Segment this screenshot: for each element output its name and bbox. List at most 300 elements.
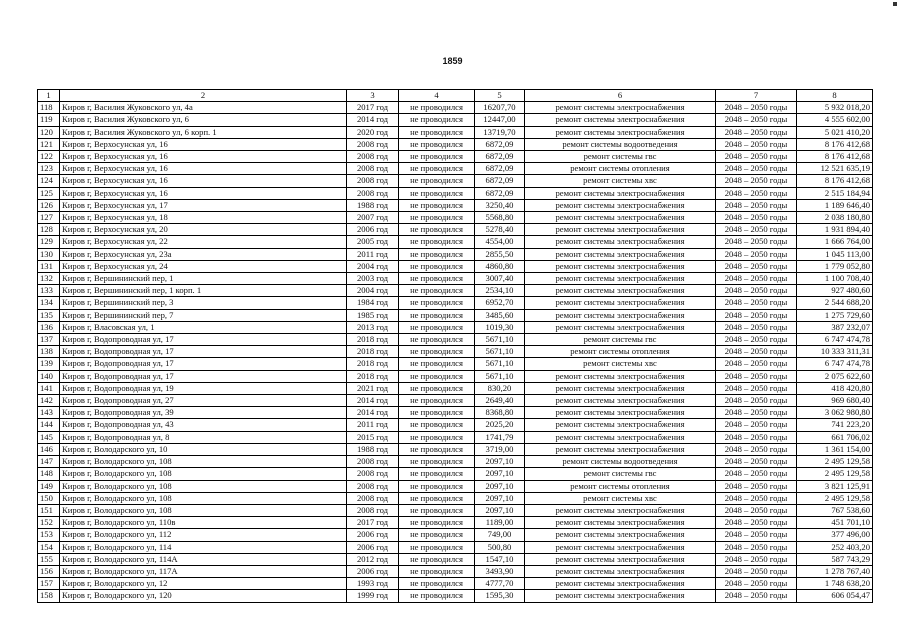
period-cell: 2048 – 2050 годы [716, 431, 797, 443]
area-cell: 2649,40 [475, 395, 525, 407]
address-cell: Киров г, Володарского ул, 114 [60, 541, 347, 553]
work-type-cell: ремонт системы электроснабжения [525, 382, 716, 394]
build-year-cell: 2012 год [347, 553, 399, 565]
cost-cell: 6 747 474,78 [797, 358, 873, 370]
cost-cell: 927 480,60 [797, 285, 873, 297]
row-number-cell: 142 [38, 395, 60, 407]
last-repair-cell: не проводился [399, 102, 475, 114]
build-year-cell: 2003 год [347, 273, 399, 285]
build-year-cell: 2007 год [347, 212, 399, 224]
period-cell: 2048 – 2050 годы [716, 199, 797, 211]
area-cell: 2097,10 [475, 468, 525, 480]
cost-cell: 8 176 412,68 [797, 175, 873, 187]
table-row [38, 419, 873, 431]
address-cell: Киров г, Верхосунская ул, 17 [60, 199, 347, 211]
area-cell: 13719,70 [475, 126, 525, 138]
work-type-cell: ремонт системы электроснабжения [525, 431, 716, 443]
cost-cell: 606 054,47 [797, 590, 873, 602]
cost-cell: 5 932 018,20 [797, 102, 873, 114]
row-number-cell: 129 [38, 236, 60, 248]
period-cell: 2048 – 2050 годы [716, 224, 797, 236]
build-year-cell: 2008 год [347, 468, 399, 480]
column-header: 4 [399, 90, 475, 102]
address-cell: Киров г, Верхосунская ул, 16 [60, 163, 347, 175]
last-repair-cell: не проводился [399, 504, 475, 516]
work-type-cell: ремонт системы гвс [525, 334, 716, 346]
period-cell: 2048 – 2050 годы [716, 456, 797, 468]
area-cell: 2025,20 [475, 419, 525, 431]
table-row [38, 456, 873, 468]
last-repair-cell: не проводился [399, 565, 475, 577]
build-year-cell: 2018 год [347, 358, 399, 370]
table-row [38, 504, 873, 516]
cost-cell: 1 931 894,40 [797, 224, 873, 236]
row-number-cell: 138 [38, 346, 60, 358]
cost-cell: 2 495 129,58 [797, 456, 873, 468]
build-year-cell: 1988 год [347, 199, 399, 211]
last-repair-cell: не проводился [399, 126, 475, 138]
table-row [38, 553, 873, 565]
row-number-cell: 148 [38, 468, 60, 480]
address-cell: Киров г, Верхосунская ул, 16 [60, 175, 347, 187]
area-cell: 3250,40 [475, 199, 525, 211]
address-cell: Киров г, Водопроводная ул, 39 [60, 407, 347, 419]
period-cell: 2048 – 2050 годы [716, 163, 797, 175]
row-number-cell: 125 [38, 187, 60, 199]
work-type-cell: ремонт системы электроснабжения [525, 285, 716, 297]
build-year-cell: 2004 год [347, 285, 399, 297]
period-cell: 2048 – 2050 годы [716, 590, 797, 602]
cost-cell: 252 403,20 [797, 541, 873, 553]
cost-cell: 2 495 129,58 [797, 468, 873, 480]
cost-cell: 2 515 184,94 [797, 187, 873, 199]
work-type-cell: ремонт системы электроснабжения [525, 395, 716, 407]
work-type-cell: ремонт системы электроснабжения [525, 187, 716, 199]
build-year-cell: 1993 год [347, 578, 399, 590]
table-row [38, 114, 873, 126]
area-cell: 1741,79 [475, 431, 525, 443]
work-type-cell: ремонт системы электроснабжения [525, 443, 716, 455]
table-row [38, 126, 873, 138]
table-row [38, 260, 873, 272]
row-number-cell: 132 [38, 273, 60, 285]
cost-cell: 12 521 635,19 [797, 163, 873, 175]
work-type-cell: ремонт системы электроснабжения [525, 224, 716, 236]
build-year-cell: 2005 год [347, 236, 399, 248]
build-year-cell: 2018 год [347, 370, 399, 382]
area-cell: 6872,09 [475, 138, 525, 150]
cost-cell: 1 189 646,40 [797, 199, 873, 211]
address-cell: Киров г, Володарского ул, 108 [60, 492, 347, 504]
work-type-cell: ремонт системы водоотведения [525, 138, 716, 150]
build-year-cell: 1984 год [347, 297, 399, 309]
cost-cell: 5 021 410,20 [797, 126, 873, 138]
build-year-cell: 2017 год [347, 102, 399, 114]
area-cell: 3719,00 [475, 443, 525, 455]
row-number-cell: 155 [38, 553, 60, 565]
cost-cell: 418 420,80 [797, 382, 873, 394]
cost-cell: 6 747 474,78 [797, 334, 873, 346]
period-cell: 2048 – 2050 годы [716, 395, 797, 407]
area-cell: 6872,09 [475, 175, 525, 187]
last-repair-cell: не проводился [399, 553, 475, 565]
row-number-cell: 140 [38, 370, 60, 382]
table-row [38, 175, 873, 187]
work-type-cell: ремонт системы отопления [525, 480, 716, 492]
row-number-cell: 119 [38, 114, 60, 126]
last-repair-cell: не проводился [399, 309, 475, 321]
area-cell: 5278,40 [475, 224, 525, 236]
cost-cell: 1 278 767,40 [797, 565, 873, 577]
period-cell: 2048 – 2050 годы [716, 480, 797, 492]
cost-cell: 387 232,07 [797, 321, 873, 333]
last-repair-cell: не проводился [399, 273, 475, 285]
period-cell: 2048 – 2050 годы [716, 309, 797, 321]
area-cell: 3493,90 [475, 565, 525, 577]
last-repair-cell: не проводился [399, 346, 475, 358]
table-row [38, 431, 873, 443]
last-repair-cell: не проводился [399, 212, 475, 224]
table-row [38, 443, 873, 455]
row-number-cell: 133 [38, 285, 60, 297]
build-year-cell: 2008 год [347, 504, 399, 516]
column-header: 3 [347, 90, 399, 102]
cost-cell: 2 495 129,58 [797, 492, 873, 504]
table-row [38, 248, 873, 260]
row-number-cell: 156 [38, 565, 60, 577]
period-cell: 2048 – 2050 годы [716, 321, 797, 333]
area-cell: 749,00 [475, 529, 525, 541]
build-year-cell: 2006 год [347, 565, 399, 577]
column-header: 1 [38, 90, 60, 102]
area-cell: 1189,00 [475, 517, 525, 529]
address-cell: Киров г, Вершининский пер, 1 [60, 273, 347, 285]
table-row [38, 541, 873, 553]
area-cell: 6872,09 [475, 187, 525, 199]
cost-cell: 2 075 622,60 [797, 370, 873, 382]
period-cell: 2048 – 2050 годы [716, 504, 797, 516]
address-cell: Киров г, Володарского ул, 114А [60, 553, 347, 565]
address-cell: Киров г, Верхосунская ул, 16 [60, 138, 347, 150]
row-number-cell: 120 [38, 126, 60, 138]
work-type-cell: ремонт системы электроснабжения [525, 102, 716, 114]
row-number-cell: 146 [38, 443, 60, 455]
period-cell: 2048 – 2050 годы [716, 297, 797, 309]
period-cell: 2048 – 2050 годы [716, 273, 797, 285]
cost-cell: 2 038 180,80 [797, 212, 873, 224]
work-type-cell: ремонт системы электроснабжения [525, 578, 716, 590]
build-year-cell: 2014 год [347, 407, 399, 419]
table-row [38, 297, 873, 309]
period-cell: 2048 – 2050 годы [716, 492, 797, 504]
work-type-cell: ремонт системы электроснабжения [525, 407, 716, 419]
period-cell: 2048 – 2050 годы [716, 541, 797, 553]
table-row [38, 187, 873, 199]
row-number-cell: 134 [38, 297, 60, 309]
work-type-cell: ремонт системы электроснабжения [525, 260, 716, 272]
work-type-cell: ремонт системы электроснабжения [525, 565, 716, 577]
column-header: 6 [525, 90, 716, 102]
last-repair-cell: не проводился [399, 224, 475, 236]
work-type-cell: ремонт системы хвс [525, 492, 716, 504]
build-year-cell: 2018 год [347, 346, 399, 358]
build-year-cell: 2020 год [347, 126, 399, 138]
last-repair-cell: не проводился [399, 358, 475, 370]
address-cell: Киров г, Верхосунская ул, 24 [60, 260, 347, 272]
build-year-cell: 2021 год [347, 382, 399, 394]
area-cell: 5671,10 [475, 346, 525, 358]
address-cell: Киров г, Володарского ул, 112 [60, 529, 347, 541]
last-repair-cell: не проводился [399, 151, 475, 163]
table-row [38, 382, 873, 394]
address-cell: Киров г, Володарского ул, 10 [60, 443, 347, 455]
cost-cell: 1 100 708,40 [797, 273, 873, 285]
build-year-cell: 2008 год [347, 163, 399, 175]
period-cell: 2048 – 2050 годы [716, 578, 797, 590]
work-type-cell: ремонт системы электроснабжения [525, 590, 716, 602]
work-type-cell: ремонт системы электроснабжения [525, 126, 716, 138]
period-cell: 2048 – 2050 годы [716, 517, 797, 529]
address-cell: Киров г, Верхосунская ул, 16 [60, 151, 347, 163]
area-cell: 2855,50 [475, 248, 525, 260]
cost-cell: 741 223,20 [797, 419, 873, 431]
header-row [38, 90, 873, 102]
last-repair-cell: не проводился [399, 480, 475, 492]
cost-cell: 2 544 688,20 [797, 297, 873, 309]
cost-cell: 377 496,00 [797, 529, 873, 541]
build-year-cell: 2008 год [347, 187, 399, 199]
period-cell: 2048 – 2050 годы [716, 529, 797, 541]
row-number-cell: 122 [38, 151, 60, 163]
cost-cell: 1 748 638,20 [797, 578, 873, 590]
last-repair-cell: не проводился [399, 419, 475, 431]
last-repair-cell: не проводился [399, 443, 475, 455]
address-cell: Киров г, Володарского ул, 120 [60, 590, 347, 602]
last-repair-cell: не проводился [399, 260, 475, 272]
address-cell: Киров г, Водопроводная ул, 17 [60, 346, 347, 358]
row-number-cell: 151 [38, 504, 60, 516]
build-year-cell: 2008 год [347, 175, 399, 187]
work-type-cell: ремонт системы электроснабжения [525, 370, 716, 382]
last-repair-cell: не проводился [399, 334, 475, 346]
build-year-cell: 2008 год [347, 456, 399, 468]
table-row [38, 151, 873, 163]
column-header: 8 [797, 90, 873, 102]
column-header: 2 [60, 90, 347, 102]
build-year-cell: 2008 год [347, 480, 399, 492]
build-year-cell: 1988 год [347, 443, 399, 455]
row-number-cell: 152 [38, 517, 60, 529]
period-cell: 2048 – 2050 годы [716, 126, 797, 138]
address-cell: Киров г, Вершининский пер, 7 [60, 309, 347, 321]
work-type-cell: ремонт системы хвс [525, 358, 716, 370]
build-year-cell: 1985 год [347, 309, 399, 321]
row-number-cell: 124 [38, 175, 60, 187]
row-number-cell: 158 [38, 590, 60, 602]
area-cell: 4777,70 [475, 578, 525, 590]
row-number-cell: 136 [38, 321, 60, 333]
build-year-cell: 2011 год [347, 419, 399, 431]
build-year-cell: 2013 год [347, 321, 399, 333]
area-cell: 1019,30 [475, 321, 525, 333]
build-year-cell: 2014 год [347, 395, 399, 407]
area-cell: 6872,09 [475, 151, 525, 163]
row-number-cell: 154 [38, 541, 60, 553]
build-year-cell: 2017 год [347, 517, 399, 529]
last-repair-cell: не проводился [399, 395, 475, 407]
build-year-cell: 2008 год [347, 492, 399, 504]
work-type-cell: ремонт системы гвс [525, 468, 716, 480]
build-year-cell: 2006 год [347, 541, 399, 553]
period-cell: 2048 – 2050 годы [716, 565, 797, 577]
page-number: 1859 [442, 56, 463, 66]
last-repair-cell: не проводился [399, 468, 475, 480]
table-row [38, 321, 873, 333]
period-cell: 2048 – 2050 годы [716, 175, 797, 187]
row-number-cell: 126 [38, 199, 60, 211]
period-cell: 2048 – 2050 годы [716, 443, 797, 455]
table-row [38, 468, 873, 480]
area-cell: 6952,70 [475, 297, 525, 309]
table-row [38, 529, 873, 541]
row-number-cell: 127 [38, 212, 60, 224]
work-type-cell: ремонт системы электроснабжения [525, 199, 716, 211]
row-number-cell: 141 [38, 382, 60, 394]
table-row [38, 199, 873, 211]
last-repair-cell: не проводился [399, 138, 475, 150]
area-cell: 4554,00 [475, 236, 525, 248]
row-number-cell: 153 [38, 529, 60, 541]
period-cell: 2048 – 2050 годы [716, 358, 797, 370]
address-cell: Киров г, Володарского ул, 117А [60, 565, 347, 577]
work-type-cell: ремонт системы водоотведения [525, 456, 716, 468]
area-cell: 6872,09 [475, 163, 525, 175]
address-cell: Киров г, Вершининский пер, 3 [60, 297, 347, 309]
address-cell: Киров г, Водопроводная ул, 17 [60, 334, 347, 346]
table-body [38, 102, 873, 602]
area-cell: 2097,10 [475, 456, 525, 468]
last-repair-cell: не проводился [399, 590, 475, 602]
build-year-cell: 2011 год [347, 248, 399, 260]
work-type-cell: ремонт системы электроснабжения [525, 517, 716, 529]
address-cell: Киров г, Власовская ул, 1 [60, 321, 347, 333]
row-number-cell: 139 [38, 358, 60, 370]
address-cell: Киров г, Водопроводная ул, 8 [60, 431, 347, 443]
row-number-cell: 150 [38, 492, 60, 504]
last-repair-cell: не проводился [399, 541, 475, 553]
table-row [38, 565, 873, 577]
period-cell: 2048 – 2050 годы [716, 248, 797, 260]
row-number-cell: 149 [38, 480, 60, 492]
table-row [38, 492, 873, 504]
build-year-cell: 2006 год [347, 224, 399, 236]
build-year-cell: 2006 год [347, 529, 399, 541]
address-cell: Киров г, Верхосунская ул, 18 [60, 212, 347, 224]
table-row [38, 334, 873, 346]
last-repair-cell: не проводился [399, 431, 475, 443]
cost-cell: 8 176 412,68 [797, 151, 873, 163]
period-cell: 2048 – 2050 годы [716, 151, 797, 163]
address-cell: Киров г, Володарского ул, 12 [60, 578, 347, 590]
address-cell: Киров г, Водопроводная ул, 17 [60, 370, 347, 382]
address-cell: Киров г, Володарского ул, 108 [60, 456, 347, 468]
last-repair-cell: не проводился [399, 297, 475, 309]
row-number-cell: 118 [38, 102, 60, 114]
address-cell: Киров г, Водопроводная ул, 43 [60, 419, 347, 431]
work-type-cell: ремонт системы электроснабжения [525, 212, 716, 224]
address-cell: Киров г, Водопроводная ул, 27 [60, 395, 347, 407]
period-cell: 2048 – 2050 годы [716, 187, 797, 199]
cost-cell: 587 743,29 [797, 553, 873, 565]
last-repair-cell: не проводился [399, 114, 475, 126]
table-row [38, 590, 873, 602]
last-repair-cell: не проводился [399, 456, 475, 468]
address-cell: Киров г, Володарского ул, 108 [60, 480, 347, 492]
work-type-cell: ремонт системы электроснабжения [525, 236, 716, 248]
row-number-cell: 135 [38, 309, 60, 321]
last-repair-cell: не проводился [399, 492, 475, 504]
period-cell: 2048 – 2050 годы [716, 138, 797, 150]
area-cell: 2097,10 [475, 492, 525, 504]
area-cell: 5568,80 [475, 212, 525, 224]
row-number-cell: 130 [38, 248, 60, 260]
address-cell: Киров г, Володарского ул, 110в [60, 517, 347, 529]
last-repair-cell: не проводился [399, 578, 475, 590]
row-number-cell: 128 [38, 224, 60, 236]
table-row [38, 578, 873, 590]
row-number-cell: 144 [38, 419, 60, 431]
cost-cell: 8 176 412,68 [797, 138, 873, 150]
table-row [38, 236, 873, 248]
work-type-cell: ремонт системы электроснабжения [525, 321, 716, 333]
period-cell: 2048 – 2050 годы [716, 419, 797, 431]
table-row [38, 212, 873, 224]
cost-cell: 1 045 113,00 [797, 248, 873, 260]
area-cell: 2534,10 [475, 285, 525, 297]
table-row [38, 370, 873, 382]
address-cell: Киров г, Вершининский пер, 1 корп. 1 [60, 285, 347, 297]
address-cell: Киров г, Василия Жуковского ул, 6 [60, 114, 347, 126]
cost-cell: 1 779 052,80 [797, 260, 873, 272]
table-row [38, 285, 873, 297]
row-number-cell: 145 [38, 431, 60, 443]
table-row [38, 480, 873, 492]
period-cell: 2048 – 2050 годы [716, 382, 797, 394]
area-cell: 8368,80 [475, 407, 525, 419]
period-cell: 2048 – 2050 годы [716, 553, 797, 565]
area-cell: 16207,70 [475, 102, 525, 114]
cost-cell: 4 555 602,00 [797, 114, 873, 126]
cost-cell: 767 538,60 [797, 504, 873, 516]
build-year-cell: 2004 год [347, 260, 399, 272]
cost-cell: 10 333 311,31 [797, 346, 873, 358]
row-number-cell: 131 [38, 260, 60, 272]
work-type-cell: ремонт системы электроснабжения [525, 297, 716, 309]
address-cell: Киров г, Верхосунская ул, 16 [60, 187, 347, 199]
area-cell: 5671,10 [475, 370, 525, 382]
build-year-cell: 2018 год [347, 334, 399, 346]
build-year-cell: 1999 год [347, 590, 399, 602]
last-repair-cell: не проводился [399, 529, 475, 541]
address-cell: Киров г, Верхосунская ул, 23а [60, 248, 347, 260]
area-cell: 4860,80 [475, 260, 525, 272]
period-cell: 2048 – 2050 годы [716, 114, 797, 126]
area-cell: 500,80 [475, 541, 525, 553]
repair-schedule-table [37, 89, 873, 603]
last-repair-cell: не проводился [399, 199, 475, 211]
area-cell: 830,20 [475, 382, 525, 394]
area-cell: 12447,00 [475, 114, 525, 126]
